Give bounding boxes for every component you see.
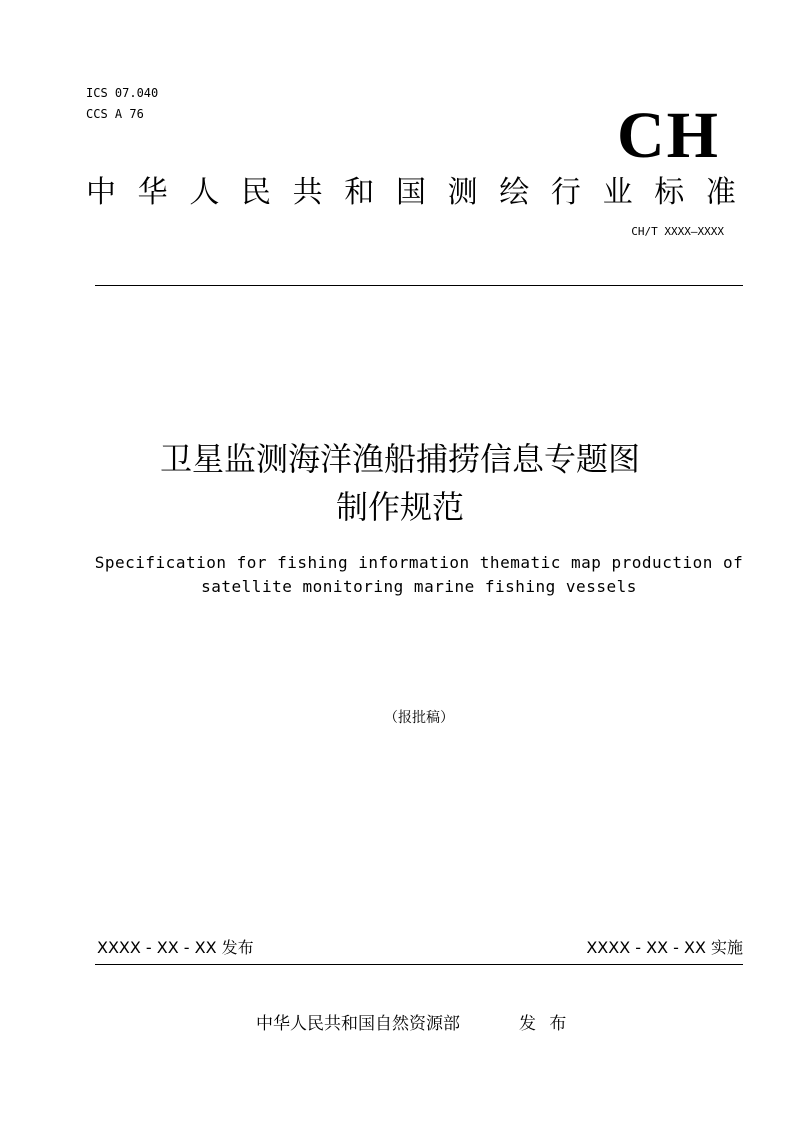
ccs-code: CCS A 76: [86, 107, 144, 121]
standard-title-char: 行: [550, 175, 581, 210]
standard-title-char: 绘: [499, 175, 530, 210]
standard-title-char: 共: [292, 175, 323, 210]
standard-title-char: 国: [395, 175, 426, 210]
ch-logo: CH: [617, 99, 720, 172]
draft-stage-label: （报批稿）: [384, 710, 454, 726]
publisher-name: 中华人民共和国自然资源部: [256, 1014, 460, 1034]
standard-title-char: 业: [602, 175, 633, 210]
standard-code: CH/T XXXX—XXXX: [631, 225, 724, 238]
standard-title-char: 人: [189, 175, 220, 210]
english-title-line: satellite monitoring marine fishing vessels: [201, 577, 637, 596]
standard-title-char: 民: [240, 175, 271, 210]
standard-title-char: 准: [705, 175, 736, 210]
english-title: [0, 551, 800, 599]
standard-title-char: 标: [654, 175, 685, 210]
issue-date: XXXX - XX - XX 发布: [97, 938, 254, 957]
implementation-date: XXXX - XX - XX 实施: [586, 938, 743, 957]
english-title-line: Specification for fishing information thematic map production of: [94, 553, 744, 572]
document-title-line: 卫星监测海洋渔船捕捞信息专题图: [159, 440, 640, 478]
document-title-line: 制作规范: [335, 488, 464, 526]
bottom-divider: [95, 964, 743, 965]
standard-title-char: 测: [447, 175, 478, 210]
document-title: [0, 435, 800, 531]
publish-label: 发 布: [519, 1014, 571, 1034]
standard-title-char: 中: [86, 175, 116, 210]
standard-title-char: 华: [137, 175, 168, 210]
top-divider: [95, 285, 743, 286]
ics-code: ICS 07.040: [86, 86, 159, 100]
standard-title-char: 和: [344, 175, 375, 210]
standard-category-title: [86, 173, 736, 213]
